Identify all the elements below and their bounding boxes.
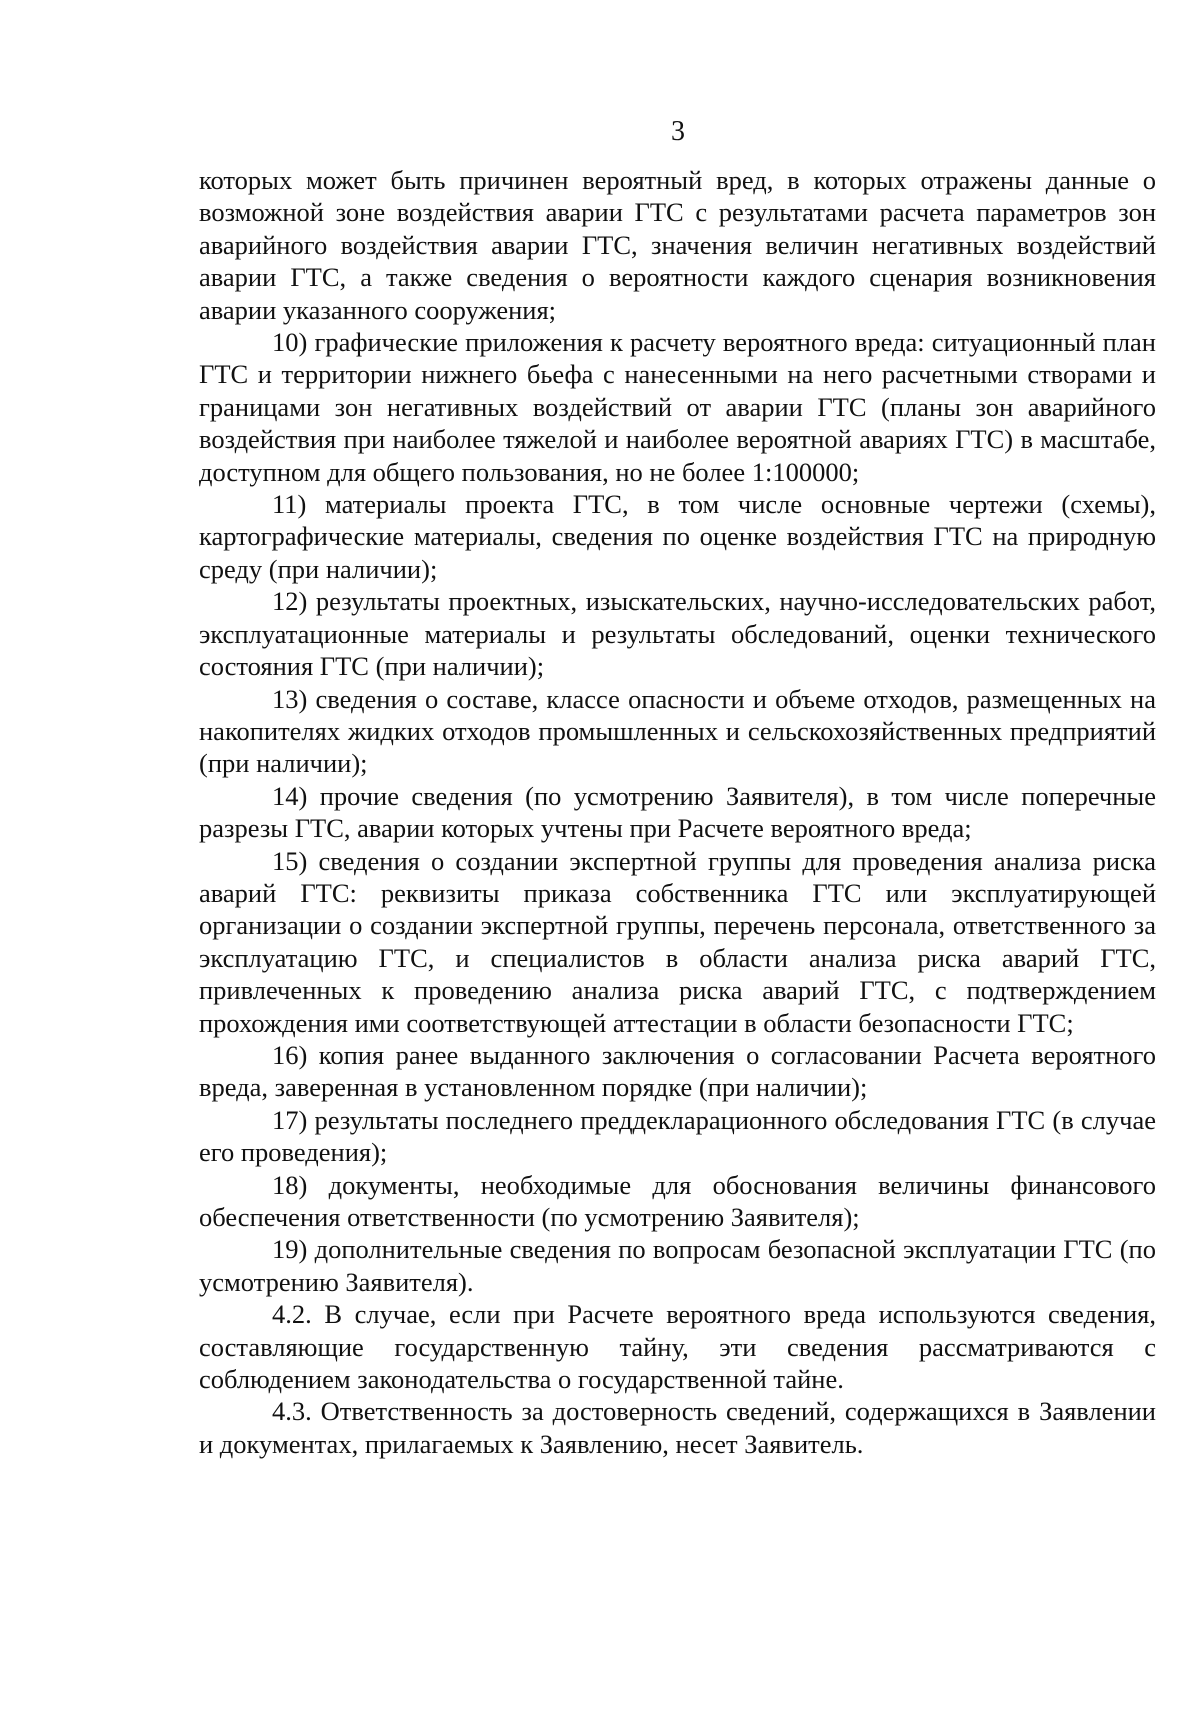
paragraph-item-16: 16) копия ранее выданного заключения о согласовании Расчета вероятного вреда, заверенная в установленном порядке (при наличии);: [199, 1039, 1156, 1103]
paragraph-section-4-3: 4.3. Ответственность за достоверность сведений, содержащихся в Заявлении и документах, прилагаемых к Заявлению, несет Заявитель.: [199, 1396, 1156, 1459]
page-number: 3: [671, 116, 685, 147]
paragraph-item-12: 12) результаты проектных, изыскательских, научно-исследовательских работ, эксплуатационные материалы и результаты обследований, оценки технического состояния ГТС (при наличии);: [199, 586, 1156, 682]
paragraph-item-17: 17) результаты последнего преддекларационного обследования ГТС (в случае его проведения);: [199, 1104, 1156, 1168]
document-body: [199, 164, 1156, 1460]
paragraph-item-15: 15) сведения о создании экспертной группы для проведения анализа риска аварий ГТС: реквизиты приказа собственника ГТС или эксплуатирующей организации о создании экспертной группы, перечень персонала, ответственного за эксплуатацию ГТС, и специалистов в области анализа риска аварий ГТС, привлеченных к проведению анализа риска аварий ГТС, с подтверждением прохождения ими соответствующей аттестации в области безопасности ГТС;: [199, 845, 1156, 1038]
paragraph-section-4-2: 4.2. В случае, если при Расчете вероятного вреда используются сведения, составляющие государственную тайну, эти сведения рассматриваются с соблюдением законодательства о государственной тайне.: [199, 1299, 1156, 1395]
paragraph-continuation: которых может быть причинен вероятный вред, в которых отражены данные о возможной зоне воздействия аварии ГТС с результатами расчета параметров зон аварийного воздействия аварии ГТС, значения величин негативных воздействий аварии ГТС, а также сведения о вероятности каждого сценария возникновения аварии указанного сооружения;: [199, 165, 1156, 325]
paragraph-item-11: 11) материалы проекта ГТС, в том числе основные чертежи (схемы), картографические материалы, сведения по оценке воздействия ГТС на природную среду (при наличии);: [199, 489, 1156, 584]
paragraph-item-13: 13) сведения о составе, классе опасности и объеме отходов, размещенных на накопителях жидких отходов промышленных и сельскохозяйственных предприятий (при наличии);: [199, 683, 1156, 779]
paragraph-item-14: 14) прочие сведения (по усмотрению Заявителя), в том числе поперечные разрезы ГТС, аварии которых учтены при Расчете вероятного вреда;: [199, 780, 1156, 844]
paragraph-item-19: 19) дополнительные сведения по вопросам безопасной эксплуатации ГТС (по усмотрению Заявителя).: [199, 1234, 1156, 1297]
paragraph-item-10: 10) графические приложения к расчету вероятного вреда: ситуационный план ГТС и территории нижнего бьефа с нанесенными на него расчетными створами и границами зон негативных воздействий от аварии ГТС (планы зон аварийного воздействия при наиболее тяжелой и наиболее вероятной авариях ГТС) в масштабе, доступном для общего пользования, но не более 1:100000;: [199, 327, 1156, 487]
paragraph-item-18: 18) документы, необходимые для обоснования величины финансового обеспечения ответственности (по усмотрению Заявителя);: [199, 1169, 1156, 1232]
